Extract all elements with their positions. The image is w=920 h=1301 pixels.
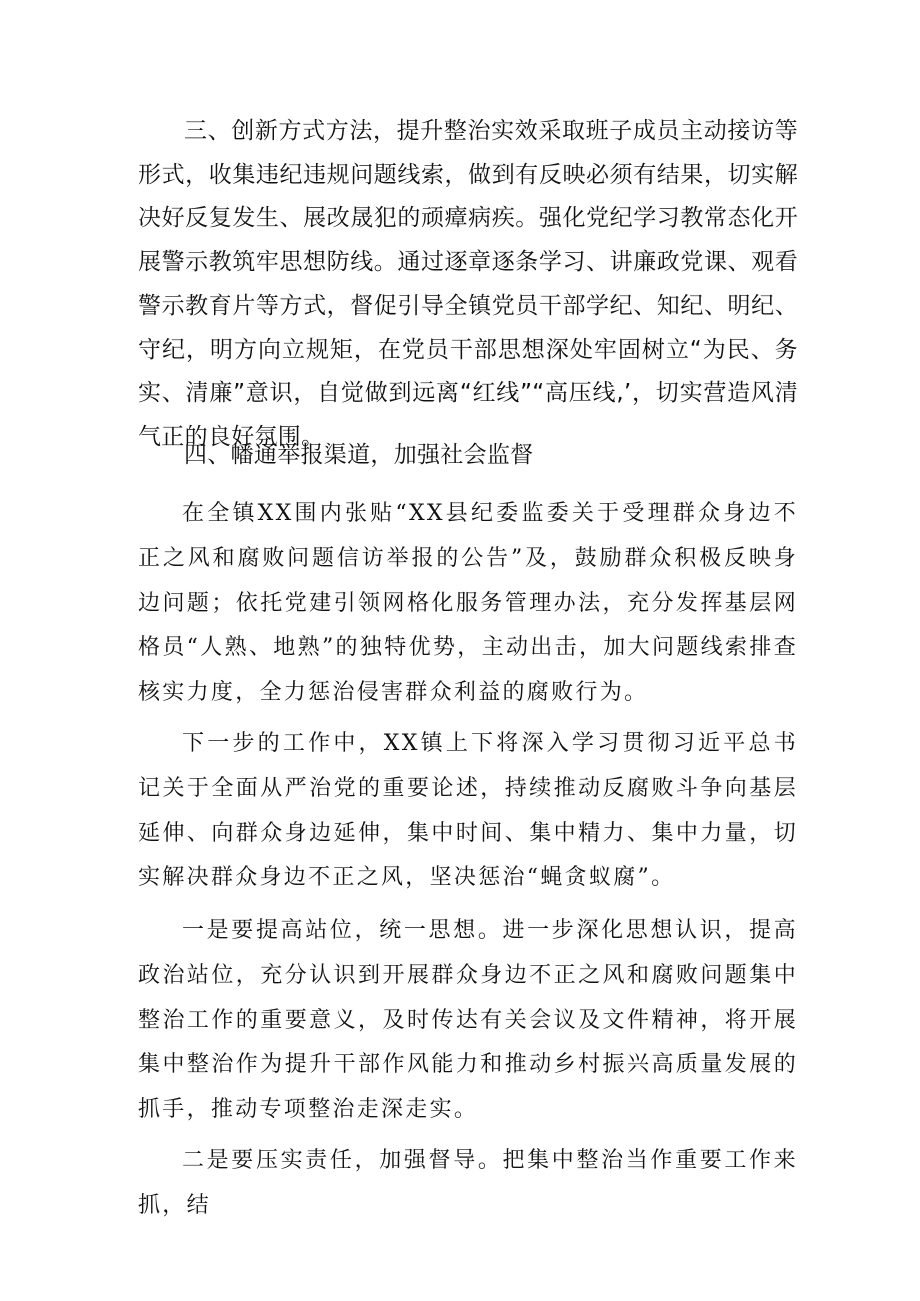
- paragraph-next-steps: 下一步的工作中，XX镇上下将深入学习贯彻习近平总书记关于全面从严治党的重要论述，持续推动反腐败斗争向基层延伸、向群众身边延伸，集中时间、集中精力、集中力量，切实解决群众身边不正之风，坚决惩治“蝇贪蚁腐”。: [138, 731, 798, 891]
- paragraph-reporting-channels: 在全镇XX围内张贴“XX县纪委监委关于受理群众身边不正之风和腐败问题信访举报的公告”及，鼓励群众积极反映身边问题；依托党建引领网格化服务管理办法，充分发挥基层网格员“人熟、地熟”的独特优势，主动出击，加大问题线索排查核实力度，全力惩治侵害群众利益的腐败行为。: [138, 501, 798, 706]
- paragraph-point-two: 二是要压实责任，加强督导。把集中整治当作重要工作来抓，结: [138, 1148, 798, 1218]
- paragraph-point-one: 一是要提高站位，统一思想。进一步深化思想认识，提高政治站位，充分认识到开展群众身边不正之风和腐败问题集中整治工作的重要意义，及时传达有关会议及文件精神，将开展集中整治作为提升干部作风能力和推动乡村振兴高质量发展的抓手，推动专项整治走深走实。: [138, 918, 798, 1123]
- paragraph-section-three: 三、创新方式方法，提升整治实效采取班子成员主动接访等形式，收集违纪违规问题线索，做到有反映必须有结果，切实解决好反复发生、展改晟犯的顽瘴病疾。强化党纪学习教常态化开展警示教筑牢思想防线。通过逐章逐条学习、讲廉政党课、观看警示教育片等方式，督促引导全镇党员干部学纪、知纪、明纪、守纪，明方向立规矩，在党员干部思想深处牢固树立“为民、务实、清廉”意识，自觉做到远离“红线”“高压线,’，切实营造风清气正的良好氛围。: [138, 118, 798, 450]
- heading-section-four: 四、幡通举报渠道，加强社会监督: [184, 442, 534, 468]
